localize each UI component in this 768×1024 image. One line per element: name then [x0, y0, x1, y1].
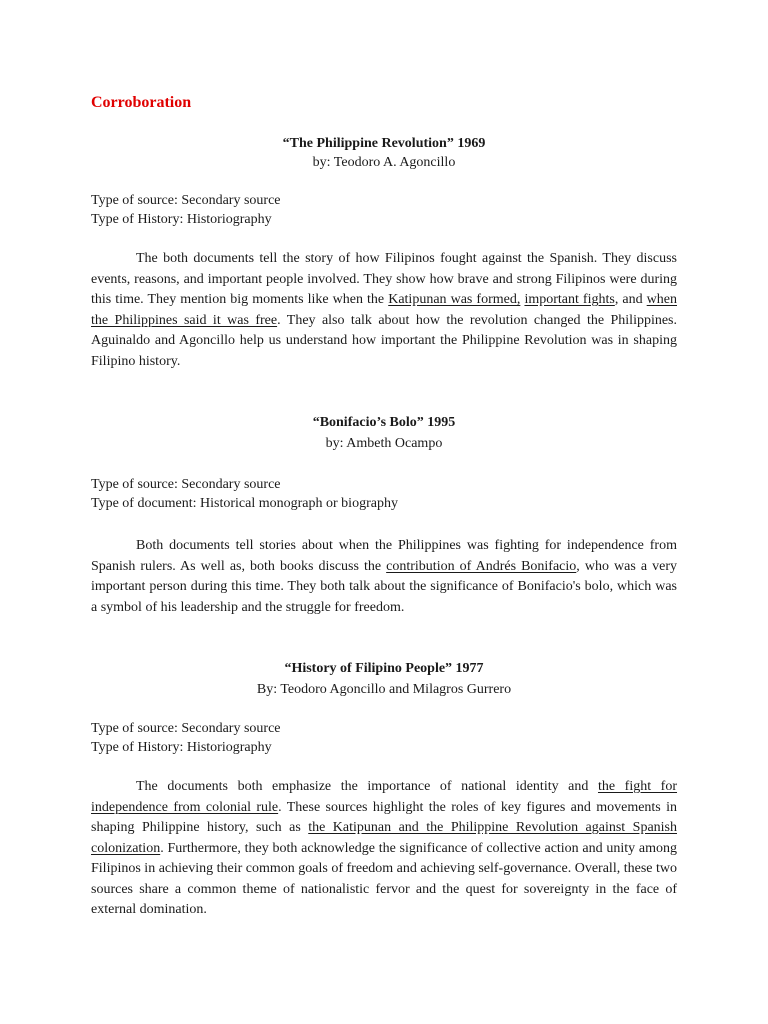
paragraph-text: . These sources highlight the roles of key figures and movements in shaping Philippine history, such as — [91, 799, 678, 835]
paragraph-text: The both documents tell the story of how Filipinos fought against the Spanish. They discuss events, reasons, and important people involved. They show how brave and strong Filipinos were during this time. They mention big moments like when the — [91, 251, 677, 307]
source-author: By: Teodoro Agoncillo and Milagros Gurrero — [256, 682, 512, 697]
paragraph-text: , who was a very important person during this time. They both talk about the significance of Bonifacio's bolo, which was a symbol of his leadership and the struggle for freedom. — [91, 558, 677, 615]
analysis-paragraph — [91, 536, 677, 618]
history-type: Type of History: Historiography — [91, 740, 272, 755]
underlined-phrase: the fight for independence from colonial rule — [91, 779, 678, 815]
source-type: Type of source: Secondary source — [91, 721, 281, 736]
paragraph-text: . Furthermore, they both acknowledge the significance of collective action and unity among Filipinos in achieving their common goals of freedom and achieving self-governance. Overall, these two sources share a common theme of nationalistic fervor and the quest for sovereignty in the face of external domination. — [91, 840, 677, 917]
source-title: “The Philippine Revolution” 1969 — [282, 136, 486, 151]
underlined-phrase: when the Philippines said it was free — [91, 292, 677, 328]
paragraph-text: Both documents tell stories about when the Philippines was fighting for independence from Spanish rulers. As well as, both books discuss the — [91, 538, 677, 574]
source-type: Type of source: Secondary source — [91, 477, 281, 492]
underlined-phrase: contribution of Andrés Bonifacio — [386, 558, 577, 574]
page-heading: Corroboration — [91, 94, 192, 111]
source-author: by: Teodoro A. Agoncillo — [312, 155, 456, 170]
paragraph-text: The documents both emphasize the importance of national identity and — [136, 779, 598, 794]
underlined-phrase: Katipunan was formed, — [388, 292, 521, 307]
paragraph-text: , and — [614, 292, 647, 307]
paragraph-text: . They also talk about how the revolution changed the Philippines. Aguinaldo and Agoncillo help us understand how important the Philippine Revolution was in shaping Filipino history. — [91, 312, 678, 369]
analysis-paragraph — [91, 249, 677, 372]
source-author: by: Ambeth Ocampo — [325, 436, 443, 451]
source-type: Type of source: Secondary source — [91, 193, 281, 208]
underlined-phrase: important fights — [524, 292, 615, 307]
history-type: Type of History: Historiography — [91, 212, 272, 227]
underlined-phrase: the Katipunan and the Philippine Revolution against Spanish colonization — [91, 820, 677, 856]
analysis-paragraph — [91, 777, 677, 921]
source-title: “History of Filipino People” 1977 — [284, 661, 484, 676]
document-type: Type of document: Historical monograph or biography — [91, 496, 398, 511]
source-title: “Bonifacio’s Bolo” 1995 — [312, 415, 456, 430]
